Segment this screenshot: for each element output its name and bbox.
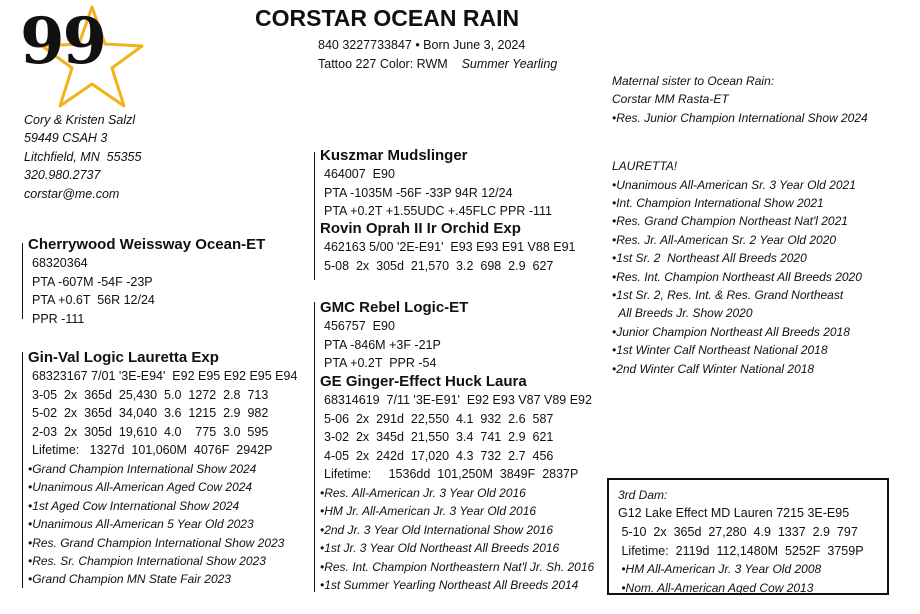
lauretta-award: •1st Winter Calf Northeast National 2018: [612, 343, 828, 358]
third-dam-line: Lifetime: 2119d 112,1480M 5252F 3759P: [618, 543, 864, 558]
maternal-sister-name: Corstar MM Rasta-ET: [612, 92, 729, 107]
lauretta-award: •Res. Int. Champion Northeast All Breeds 2020: [612, 269, 862, 284]
owner-address: 59449 CSAH 3: [24, 131, 108, 146]
dam-line: 3-05 2x 365d 25,430 5.0 1272 2.8 713: [32, 387, 269, 402]
spacer: [612, 127, 868, 157]
third-dam-name: G12 Lake Effect MD Lauren 7215 3E-E95: [618, 506, 850, 521]
dam-sire-line: PTA -846M +3F -21P: [324, 337, 441, 352]
page-title: CORSTAR OCEAN RAIN: [255, 5, 520, 31]
sire-line: PTA +0.6T 56R 12/24: [32, 293, 155, 308]
dam-dam-line: Lifetime: 1536dd 101,250M 3849F 2837P: [324, 467, 579, 482]
maternal-sister-award: •Res. Junior Champion International Show 2024: [612, 110, 868, 125]
lauretta-award: •Unanimous All-American Sr. 3 Year Old 2021: [612, 177, 856, 192]
sire-sire-block: [320, 146, 552, 221]
sire-sire-line: PTA -1035M -56F -33P 94R 12/24: [324, 185, 513, 200]
third-dam-box: [607, 478, 889, 595]
third-dam-heading: 3rd Dam:: [618, 488, 668, 502]
lauretta-award: •1st Sr. 2, Res. Int. & Res. Grand Northeast: [612, 288, 844, 303]
owner-info: [24, 111, 141, 203]
sire-sire-line: 464007 E90: [324, 167, 395, 181]
dam-award: •1st Aged Cow International Show 2024: [28, 498, 240, 513]
dam-line: 68323167 7/01 '3E-E94' E92 E95 E92 E95 E94: [32, 369, 298, 383]
dam-line: Lifetime: 1327d 101,060M 4076F 2942P: [32, 443, 273, 458]
tattoo-line: [318, 56, 557, 73]
dam-dam-award: •Res. All-American Jr. 3 Year Old 2016: [320, 485, 526, 500]
owner-phone: 320.980.2737: [24, 168, 101, 183]
sire-dam-block: [320, 219, 576, 275]
dam-award: •Grand Champion MN State Fair 2023: [28, 572, 231, 587]
lauretta-award: All Breeds Jr. Show 2020: [612, 306, 753, 321]
dam-award: •Unanimous All-American Aged Cow 2024: [28, 480, 253, 495]
sire-bracket-line: [22, 243, 23, 319]
tattoo-text: Tattoo 227 Color: RWM: [318, 57, 448, 71]
lauretta-award: •2nd Winter Calf Winter National 2018: [612, 361, 815, 376]
dam-dam-award: •1st Jr. 3 Year Old Northeast All Breeds 2016: [320, 541, 560, 556]
dam-dam-line: 68314619 7/11 '3E-E91' E92 E93 V87 V89 E92: [324, 393, 592, 407]
dam-dam-award: •HM Jr. All-American Jr. 3 Year Old 2016: [320, 504, 537, 519]
sire-dam-line: 462163 5/00 '2E-E91' E93 E93 E91 V88 E91: [324, 240, 576, 254]
lauretta-award: •1st Sr. 2 Northeast All Breeds 2020: [612, 251, 807, 266]
dam-dam-award: •1st Summer Yearling Northeast All Breeds 2014: [320, 578, 579, 592]
lot-number: 99: [20, 4, 106, 79]
third-dam-line: 5-10 2x 365d 27,280 4.9 1337 2.9 797: [618, 525, 858, 539]
sire-sire-line: PTA +0.2T +1.55UDC +.45FLC PPR -111: [324, 204, 553, 219]
sire-dam-name: Rovin Oprah II Ir Orchid Exp: [320, 220, 521, 237]
dam-dam-award: •Res. Int. Champion Northeastern Nat'l Jr. Sh. 2016: [320, 559, 595, 574]
sire-name: Cherrywood Weissway Ocean-ET: [28, 236, 266, 253]
registration-line: 840 3227733847 • Born June 3, 2024: [318, 38, 526, 52]
lauretta-heading: LAURETTA!: [612, 159, 678, 174]
maternal-sister-heading: Maternal sister to Ocean Rain:: [612, 74, 775, 88]
sire-line: 68320364: [32, 256, 88, 270]
dam-dam-line: 4-05 2x 242d 17,020 4.3 732 2.7 456: [324, 448, 554, 463]
dam-award: •Res. Sr. Champion International Show 2023: [28, 554, 266, 568]
lauretta-award: •Res. Jr. All-American Sr. 2 Year Old 2020: [612, 232, 837, 247]
third-dam-award: •Nom. All-American Aged Cow 2013: [618, 580, 814, 595]
dam-sire-line: PTA +0.2T PPR -54: [324, 356, 437, 371]
dam-sire-block: [320, 298, 468, 373]
dam-award: •Unanimous All-American 5 Year Old 2023: [28, 517, 254, 532]
dam-line: 2-03 2x 305d 19,610 4.0 775 3.0 595: [32, 424, 269, 439]
dam-bracket-line: [22, 352, 23, 588]
dam-sire-bracket-line: [314, 302, 315, 592]
sire-line: PPR -111: [32, 311, 85, 326]
sire-dam-line: 5-08 2x 305d 21,570 3.2 698 2.9 627: [324, 258, 554, 273]
owner-city: Litchfield, MN 55355: [24, 149, 142, 164]
dam-award: •Res. Grand Champion International Show 2023: [28, 535, 285, 550]
dam-dam-line: 3-02 2x 345d 21,550 3.4 741 2.9 621: [324, 430, 554, 445]
dam-award: •Grand Champion International Show 2024: [28, 461, 257, 476]
owner-name: Cory & Kristen Salzl: [24, 113, 136, 127]
dam-sire-name: GMC Rebel Logic-ET: [320, 299, 469, 316]
dam-dam-award: •2nd Jr. 3 Year Old International Show 2016: [320, 522, 554, 537]
sire-line: PTA -607M -54F -23P: [32, 274, 153, 289]
third-dam-award: •HM All-American Jr. 3 Year Old 2008: [618, 562, 822, 577]
lauretta-award: •Res. Grand Champion Northeast Nat'l 2021: [612, 214, 848, 229]
owner-email: corstar@me.com: [24, 186, 120, 201]
dam-name: Gin-Val Logic Lauretta Exp: [28, 349, 219, 366]
dam-line: 5-02 2x 365d 34,040 3.6 1215 2.9 982: [32, 406, 269, 421]
sire-sire-bracket-line: [314, 152, 315, 280]
class-label: Summer Yearling: [461, 57, 558, 71]
dam-block: [28, 348, 297, 589]
dam-sire-line: 456757 E90: [324, 319, 395, 333]
sire-sire-name: Kuszmar Mudslinger: [320, 147, 468, 164]
dam-dam-line: 5-06 2x 291d 22,550 4.1 932 2.6 587: [324, 411, 554, 426]
lauretta-award: •Junior Champion Northeast All Breeds 2018: [612, 324, 850, 339]
sire-block: [28, 235, 265, 328]
dam-dam-name: GE Ginger-Effect Huck Laura: [320, 373, 527, 390]
lauretta-award: •Int. Champion International Show 2021: [612, 196, 824, 211]
dam-dam-block: [320, 372, 594, 594]
right-column: [612, 72, 868, 378]
